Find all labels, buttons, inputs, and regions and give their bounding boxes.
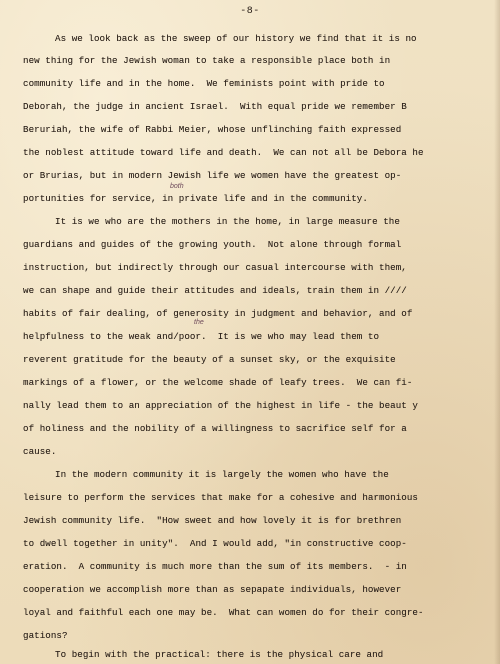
text-line: the noblest attitude toward life and death. We can not all be Debora he <box>23 147 424 158</box>
text-line: portunities for service, in private life and in the community. <box>23 193 368 204</box>
text-line: guardians and guides of the growing youth. Not alone through formal <box>23 239 402 250</box>
text-line: Jewish community life. "How sweet and how lovely it is for brethren <box>23 515 402 526</box>
text-line: Deborah, the judge in ancient Israel. With equal pride we remember B <box>23 101 407 112</box>
text-line: It is we who are the mothers in the home, in large measure the <box>55 216 400 227</box>
text-line: As we look back as the sweep of our history we find that it is no <box>55 33 417 44</box>
text-line: loyal and faithful each one may be. What can women do for their congre- <box>23 607 424 618</box>
text-line: to dwell together in unity". And I would add, "in constructive coop- <box>23 538 407 549</box>
text-line: cooperation we accomplish more than as sepapate individuals, however <box>23 584 402 595</box>
text-line: leisure to perform the services that make for a cohesive and harmonious <box>23 492 419 503</box>
text-line: cause. <box>23 446 57 457</box>
text-line: of holiness and the nobility of a willingness to sacrifice self for a <box>23 423 407 434</box>
text-line: In the modern community it is largely the women who have the <box>55 469 389 480</box>
text-line: To begin with the practical: there is the physical care and <box>55 649 384 660</box>
text-line: we can shape and guide their attitudes and ideals, train them in //// <box>23 285 407 296</box>
text-line: instruction, but indirectly through our casual intercourse with them, <box>23 262 407 273</box>
text-line: gations? <box>23 630 68 641</box>
scan-shadow-edge <box>494 0 500 664</box>
handwritten-annotation: both <box>170 183 184 190</box>
text-line: nally lead them to an appreciation of the highest in life - the beaut y <box>23 400 419 411</box>
text-line: Beruriah, the wife of Rabbi Meier, whose unflinching faith expressed <box>23 124 402 135</box>
text-line: habits of fair dealing, of generosity in judgment and behavior, and of <box>23 308 413 319</box>
text-line: eration. A community is much more than the sum of its members. - in <box>23 561 407 572</box>
text-line: helpfulness to the weak and/poor. It is we who may lead them to <box>23 331 380 342</box>
handwritten-annotation: the <box>194 319 204 326</box>
page-number: -8- <box>240 6 260 17</box>
text-line: markings of a flower, or the welcome shade of leafy trees. We can fi- <box>23 377 413 388</box>
text-line: community life and in the home. We feminists point with pride to <box>23 78 385 89</box>
text-line: new thing for the Jewish woman to take a responsible place both in <box>23 55 391 66</box>
text-line: reverent gratitude for the beauty of a sunset sky, or the exquisite <box>23 354 396 365</box>
text-line: or Brurias, but in modern Jewish life we women have the greatest op- <box>23 170 402 181</box>
